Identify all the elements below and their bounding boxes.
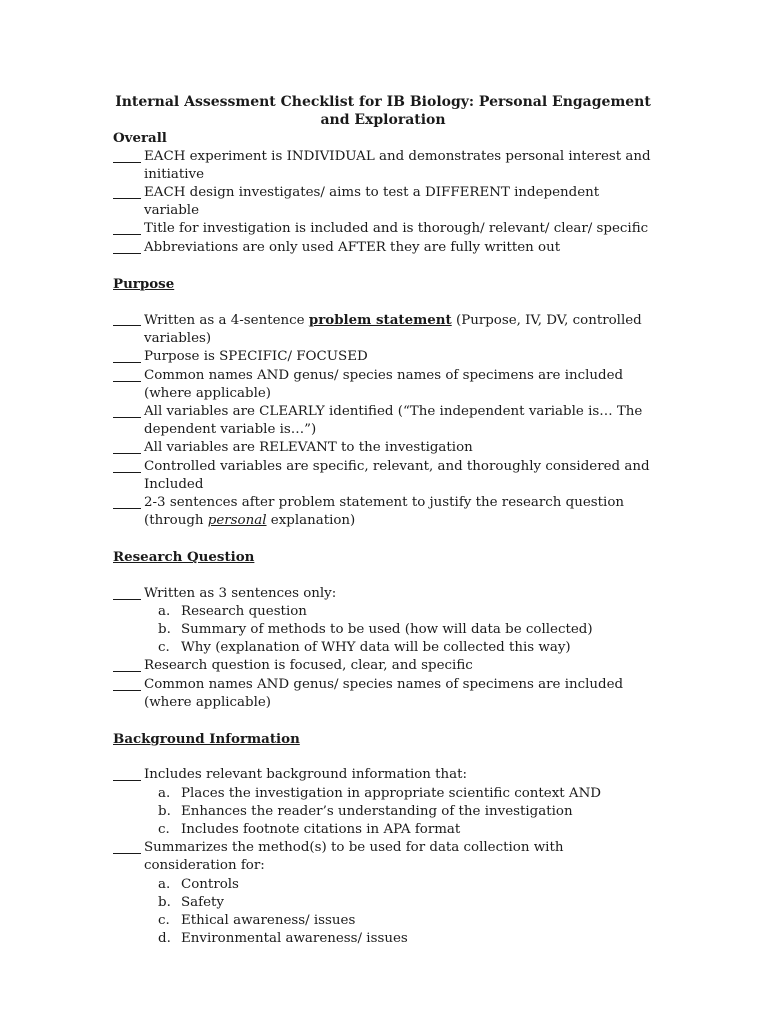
checkbox-blank-line[interactable]	[113, 585, 141, 600]
section-background-information	[113, 730, 653, 948]
checklist-item-text: EACH experiment is INDIVIDUAL and demonstrates personal interest and initiative	[144, 148, 651, 182]
list-item	[113, 803, 653, 821]
checklist-item-text: Includes relevant background information that:	[144, 767, 468, 783]
list-marker: c.	[158, 640, 170, 656]
checkbox-blank-line[interactable]	[113, 766, 141, 781]
list-item-text: Safety	[181, 894, 224, 910]
list-marker: a.	[158, 876, 171, 892]
emphasized-term: personal	[207, 513, 267, 529]
list-item	[113, 621, 653, 639]
checkbox-blank-line[interactable]	[113, 403, 141, 418]
list-item-text: Enhances the reader’s understanding of the investigation	[181, 803, 573, 819]
list-item	[113, 876, 653, 894]
checklist-item	[113, 766, 653, 784]
checklist-item-text: Written as 3 sentences only:	[144, 585, 337, 601]
list-item	[113, 894, 653, 912]
checkbox-blank-line[interactable]	[113, 439, 141, 454]
checklist-item-text: explanation)	[266, 513, 356, 529]
checklist-item-text: All variables are RELEVANT to the investigation	[144, 440, 473, 456]
checklist-item	[113, 439, 653, 457]
checklist-item	[113, 367, 653, 403]
checklist-item	[113, 458, 653, 494]
section-overall	[113, 129, 653, 256]
list-marker: b.	[158, 803, 171, 819]
checklist-item	[113, 676, 653, 712]
checkbox-blank-line[interactable]	[113, 657, 141, 672]
checklist-page	[113, 93, 653, 948]
checklist-item	[113, 239, 653, 257]
section-heading-purpose: Purpose	[113, 275, 175, 292]
list-item	[113, 821, 653, 839]
list-item-text: Why (explanation of WHY data will be collected this way)	[181, 640, 571, 656]
list-item-text: Includes footnote citations in APA format	[181, 821, 461, 837]
sub-list	[113, 603, 653, 658]
checklist-item-text: 2-3 sentences after problem statement to justify the research question (through	[144, 495, 625, 529]
document-title: Internal Assessment Checklist for IB Biology: Personal Engagement and Exploration	[115, 94, 651, 129]
list-item-text: Summary of methods to be used (how will data be collected)	[181, 622, 593, 638]
list-marker: c.	[158, 912, 170, 928]
checklist-item-text: EACH design investigates/ aims to test a DIFFERENT independent variable	[144, 185, 600, 219]
section-research-question	[113, 548, 653, 712]
checklist-item	[113, 657, 653, 675]
checkbox-blank-line[interactable]	[113, 348, 141, 363]
list-item-text: Environmental awareness/ issues	[181, 931, 408, 947]
list-item-text: Controls	[181, 876, 239, 892]
list-item	[113, 639, 653, 657]
checklist-item-text: Controlled variables are specific, relevant, and thoroughly considered and Included	[144, 458, 650, 492]
section-heading-research-question: Research Question	[113, 549, 255, 566]
checklist-item-text: Title for investigation is included and is thorough/ relevant/ clear/ specific	[144, 221, 649, 237]
checklist-item	[113, 348, 653, 366]
checklist-item	[113, 148, 653, 184]
section-heading-overall: Overall	[113, 130, 167, 147]
checklist-item	[113, 494, 653, 530]
checkbox-blank-line[interactable]	[113, 239, 141, 254]
checkbox-blank-line[interactable]	[113, 494, 141, 509]
checklist-item-text: Written as a 4-sentence	[144, 313, 309, 329]
list-item	[113, 785, 653, 803]
section-heading-background: Background Information	[113, 731, 300, 748]
section-purpose	[113, 275, 653, 531]
checklist-item-text: Summarizes the method(s) to be used for data collection with consideration for:	[144, 840, 564, 874]
checklist-item	[113, 220, 653, 238]
list-item	[113, 603, 653, 621]
checklist-item-text: Common names AND genus/ species names of specimens are included (where applicable)	[144, 367, 624, 401]
list-marker: d.	[158, 931, 171, 947]
checklist-item	[113, 585, 653, 603]
checklist-item-text: Purpose is SPECIFIC/ FOCUSED	[144, 349, 368, 365]
checklist-item-text: (Purpose, IV, DV, controlled variables)	[144, 313, 642, 347]
checklist-item	[113, 184, 653, 220]
checklist-item-text: Research question is focused, clear, and specific	[144, 658, 473, 674]
checklist-item-text: Common names AND genus/ species names of specimens are included (where applicable)	[144, 676, 624, 710]
checkbox-blank-line[interactable]	[113, 676, 141, 691]
list-marker: b.	[158, 622, 171, 638]
list-item-text: Research question	[181, 603, 307, 619]
checklist-item-text: Abbreviations are only used AFTER they are fully written out	[144, 239, 561, 255]
checkbox-blank-line[interactable]	[113, 458, 141, 473]
checkbox-blank-line[interactable]	[113, 311, 141, 326]
list-marker: a.	[158, 785, 171, 801]
checkbox-blank-line[interactable]	[113, 839, 141, 854]
list-item-text: Places the investigation in appropriate scientific context AND	[181, 785, 602, 801]
checkbox-blank-line[interactable]	[113, 148, 141, 163]
list-item	[113, 930, 653, 948]
list-marker: b.	[158, 894, 171, 910]
list-marker: c.	[158, 821, 170, 837]
checklist-item	[113, 403, 653, 439]
list-item	[113, 912, 653, 930]
checklist-item	[113, 839, 653, 875]
checklist-item-text: All variables are CLEARLY identified (“The independent variable is… The dependent variable is…”)	[144, 404, 643, 438]
sub-list	[113, 876, 653, 949]
list-marker: a.	[158, 603, 171, 619]
sub-list	[113, 785, 653, 840]
checklist-item	[113, 311, 653, 348]
checkbox-blank-line[interactable]	[113, 220, 141, 235]
list-item-text: Ethical awareness/ issues	[181, 912, 356, 928]
checkbox-blank-line[interactable]	[113, 367, 141, 382]
emphasized-term: problem statement	[308, 312, 452, 329]
checkbox-blank-line[interactable]	[113, 184, 141, 199]
